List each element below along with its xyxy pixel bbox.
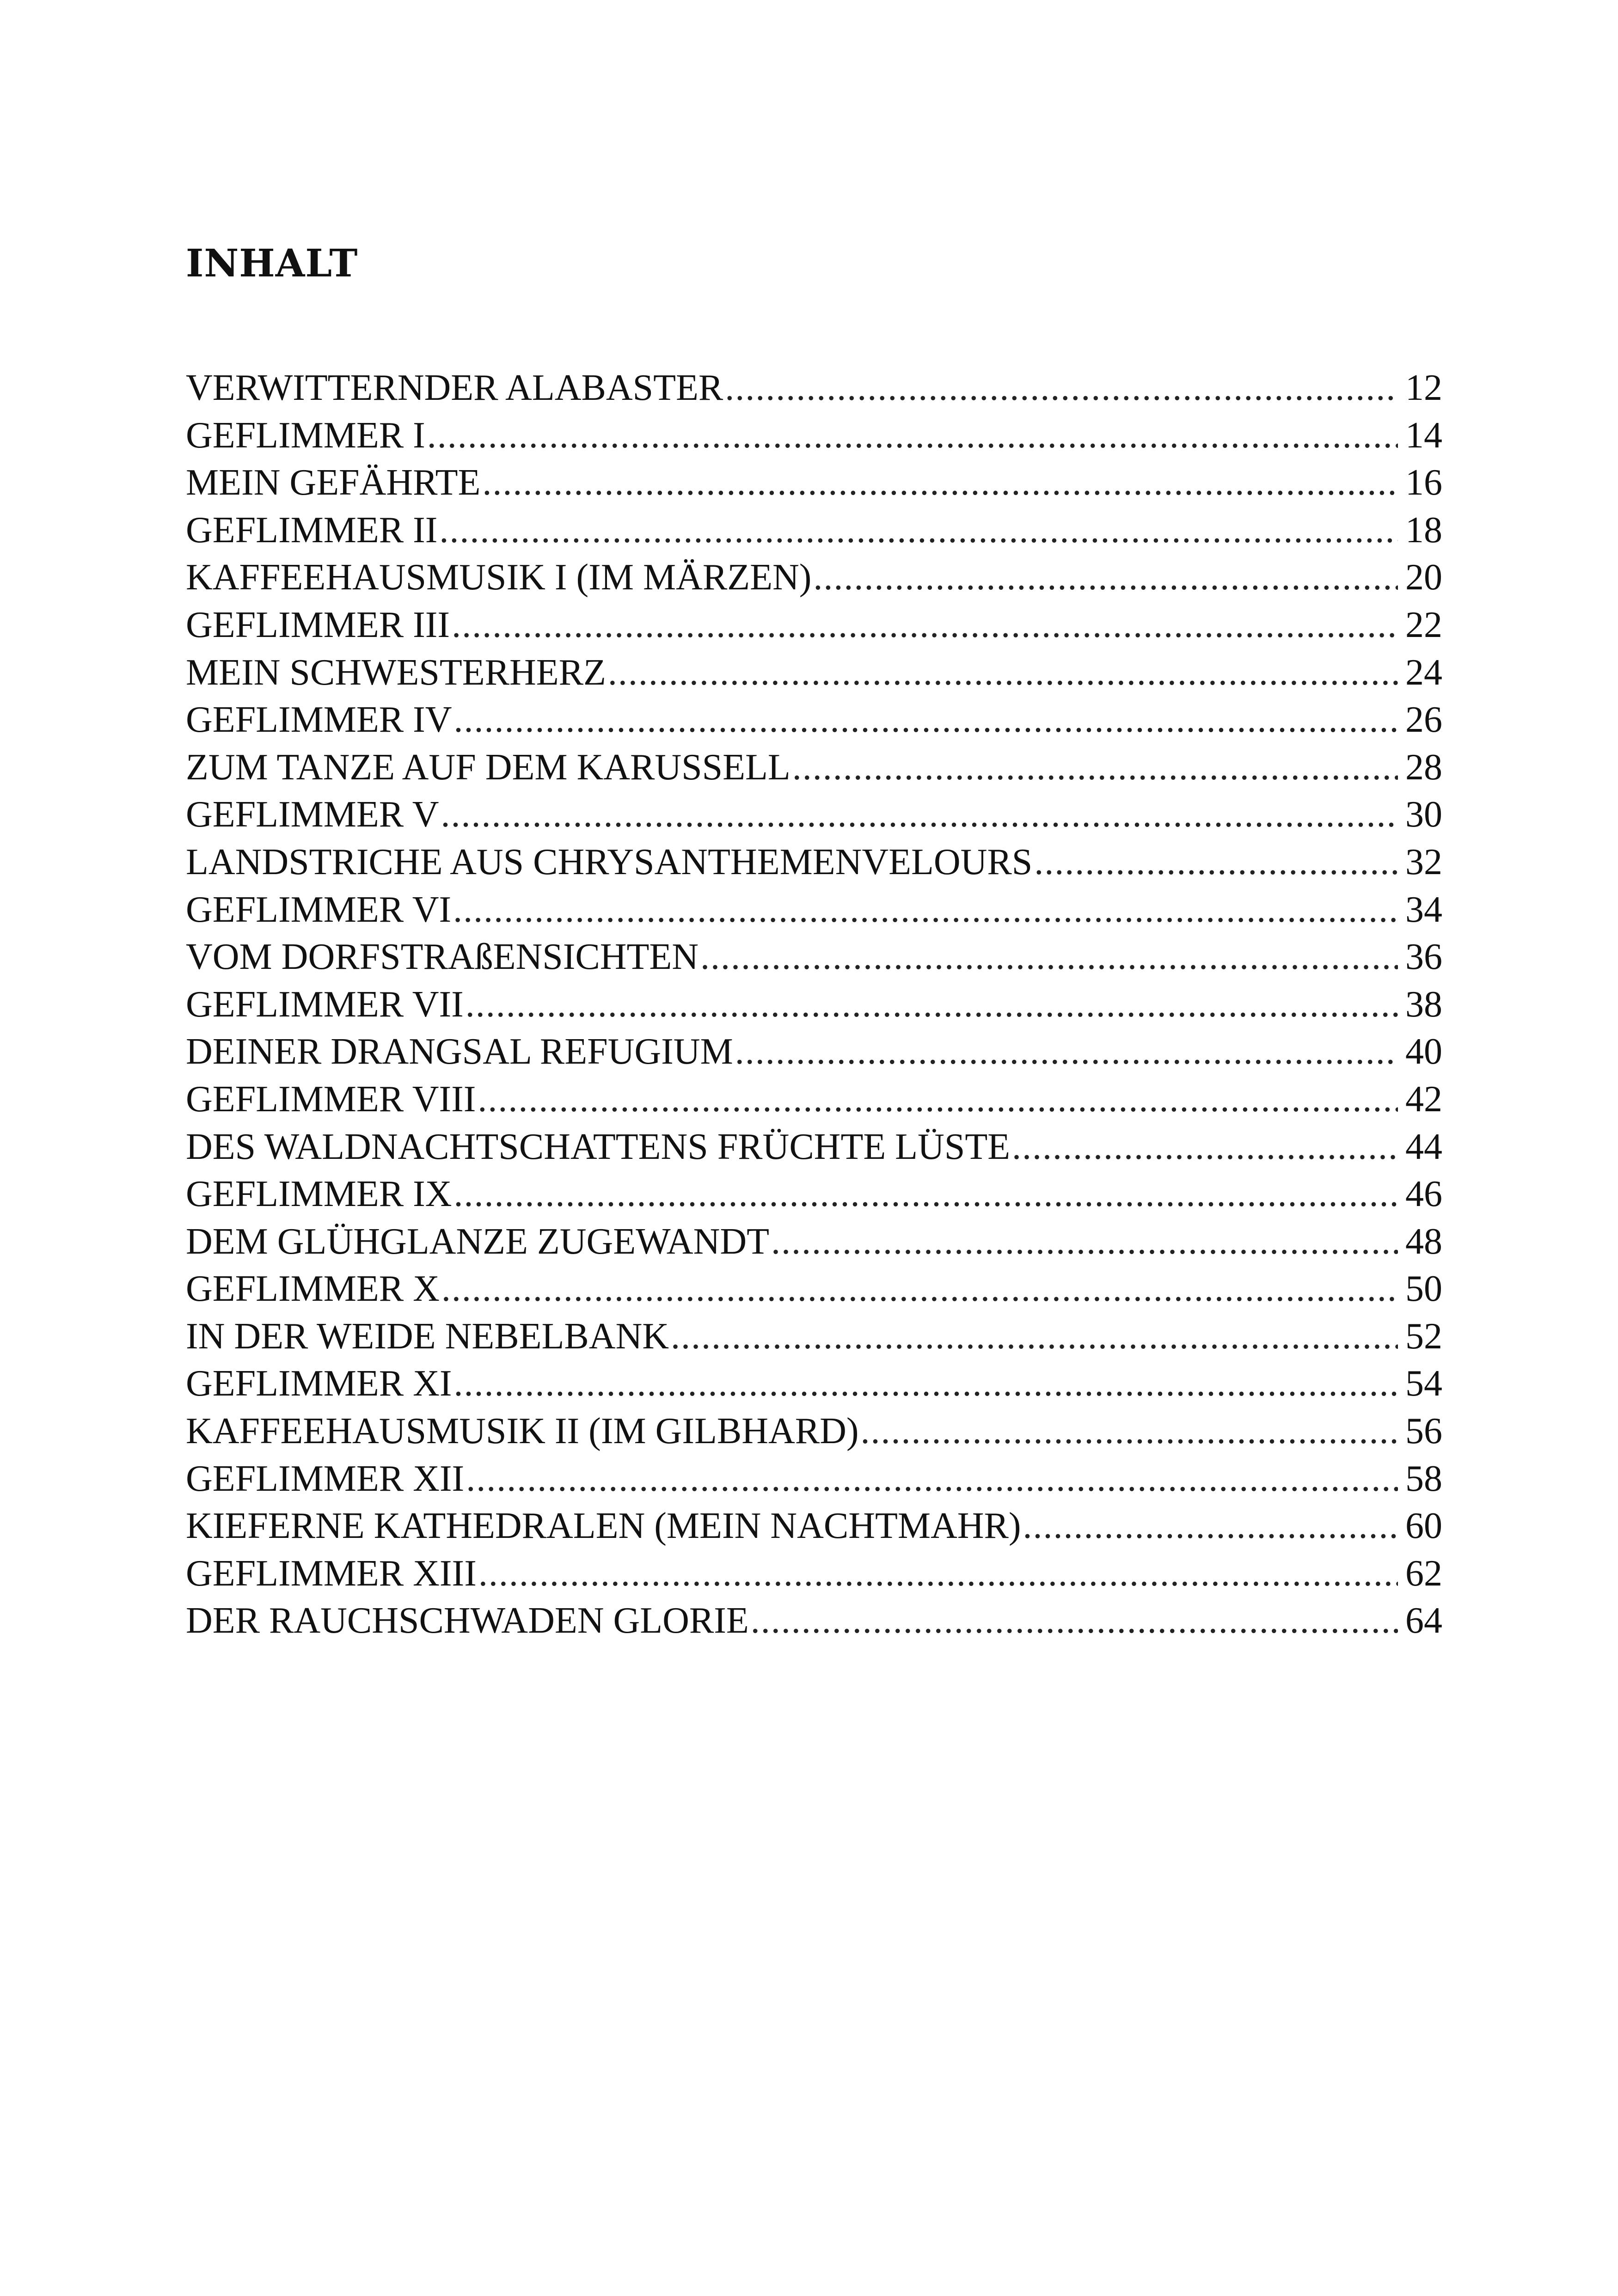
toc-entry-page-number: 40 <box>1405 1031 1442 1072</box>
toc-entry[interactable] <box>186 1408 1442 1455</box>
toc-entry[interactable] <box>186 791 1442 839</box>
toc-entry[interactable] <box>186 1123 1442 1171</box>
toc-entry-page-number: 28 <box>1405 747 1442 788</box>
toc-dot-leader <box>454 696 1398 744</box>
toc-entry[interactable] <box>186 601 1442 649</box>
toc-entry[interactable] <box>186 839 1442 886</box>
toc-entry-title: MEIN SCHWESTERHERZ <box>186 652 606 693</box>
toc-dot-leader <box>452 601 1398 649</box>
toc-entry-title: DES WALDNACHTSCHATTENS FRÜCHTE LÜSTE <box>186 1126 1011 1167</box>
toc-dot-leader <box>735 1028 1398 1076</box>
toc-dot-leader <box>813 554 1398 601</box>
toc-entry-page-number: 52 <box>1405 1316 1442 1357</box>
toc-dot-leader <box>441 791 1398 839</box>
toc-entry-page-number: 62 <box>1405 1553 1442 1594</box>
toc-entry[interactable] <box>186 981 1442 1029</box>
toc-entry-page-number: 50 <box>1405 1268 1442 1310</box>
toc-entry-title: GEFLIMMER IV <box>186 699 452 741</box>
toc-entry[interactable] <box>186 1028 1442 1076</box>
toc-entry[interactable] <box>186 744 1442 791</box>
toc-entry-page-number: 46 <box>1405 1174 1442 1215</box>
toc-entry-page-number: 64 <box>1405 1600 1442 1641</box>
toc-entry[interactable] <box>186 1502 1442 1550</box>
toc-entry-title: KIEFERNE KATHEDRALEN (MEIN NACHTMAHR) <box>186 1506 1021 1547</box>
toc-entry[interactable] <box>186 1218 1442 1266</box>
toc-entry[interactable] <box>186 649 1442 697</box>
toc-entry[interactable] <box>186 1076 1442 1123</box>
toc-entry-title: GEFLIMMER XII <box>186 1458 465 1499</box>
toc-entry-title: GEFLIMMER XI <box>186 1363 452 1404</box>
toc-entry-title: LANDSTRICHE AUS CHRYSANTHEMENVELOURS <box>186 841 1033 882</box>
toc-entry[interactable] <box>186 1455 1442 1503</box>
toc-entry-title: GEFLIMMER V <box>186 794 439 835</box>
toc-dot-leader <box>725 364 1398 412</box>
toc-entry-page-number: 24 <box>1405 652 1442 693</box>
toc-entry[interactable] <box>186 886 1442 934</box>
toc-entry-title: IN DER WEIDE NEBELBANK <box>186 1316 669 1357</box>
toc-entry-title: GEFLIMMER II <box>186 509 438 551</box>
toc-dot-leader <box>608 649 1398 697</box>
toc-entry-page-number: 26 <box>1405 699 1442 741</box>
toc-entry-page-number: 22 <box>1405 604 1442 645</box>
toc-entry[interactable] <box>186 933 1442 981</box>
toc-dot-leader <box>466 981 1398 1029</box>
toc-entry[interactable] <box>186 554 1442 601</box>
toc-heading: INHALT <box>186 241 358 286</box>
toc-entry-title: GEFLIMMER III <box>186 604 450 645</box>
toc-entry-page-number: 20 <box>1405 557 1442 598</box>
toc-entry-page-number: 34 <box>1405 889 1442 930</box>
toc-entry-page-number: 56 <box>1405 1411 1442 1452</box>
toc-entry-page-number: 54 <box>1405 1363 1442 1404</box>
toc-dot-leader <box>427 412 1398 459</box>
toc-entry-title: GEFLIMMER VII <box>186 984 464 1025</box>
toc-entry-page-number: 38 <box>1405 984 1442 1025</box>
toc-dot-leader <box>671 1313 1398 1360</box>
toc-entry-page-number: 42 <box>1405 1078 1442 1120</box>
toc-entry[interactable] <box>186 364 1442 412</box>
toc-entry-page-number: 48 <box>1405 1221 1442 1262</box>
toc-entry-title: GEFLIMMER XIII <box>186 1553 477 1594</box>
toc-entry-title: KAFFEEHAUSMUSIK I (IM MÄRZEN) <box>186 557 812 598</box>
toc-entry-page-number: 44 <box>1405 1126 1442 1167</box>
toc-dot-leader <box>478 1550 1398 1598</box>
toc-entry-page-number: 32 <box>1405 841 1442 882</box>
toc-entry-title: VOM DORFSTRAßENSICHTEN <box>186 937 699 978</box>
toc-dot-leader <box>1012 1123 1398 1171</box>
toc-entry-title: GEFLIMMER I <box>186 415 425 456</box>
toc-dot-leader <box>792 744 1398 791</box>
toc-entry-title: GEFLIMMER VI <box>186 889 452 930</box>
toc-entry-title: DER RAUCHSCHWADEN GLORIE <box>186 1600 749 1641</box>
toc-dot-leader <box>861 1408 1398 1455</box>
toc-entry-title: MEIN GEFÄHRTE <box>186 462 481 503</box>
table-of-contents <box>186 364 1442 1645</box>
toc-dot-leader <box>751 1597 1398 1645</box>
toc-entry-title: KAFFEEHAUSMUSIK II (IM GILBHARD) <box>186 1411 859 1452</box>
toc-dot-leader <box>700 933 1398 981</box>
toc-entry[interactable] <box>186 1597 1442 1645</box>
toc-dot-leader <box>454 1360 1398 1408</box>
toc-entry[interactable] <box>186 507 1442 554</box>
toc-entry-title: GEFLIMMER IX <box>186 1174 452 1215</box>
toc-dot-leader <box>1034 839 1398 886</box>
toc-entry[interactable] <box>186 412 1442 459</box>
toc-entry-page-number: 18 <box>1405 509 1442 551</box>
toc-entry[interactable] <box>186 1550 1442 1598</box>
toc-entry-title: DEINER DRANGSAL REFUGIUM <box>186 1031 733 1072</box>
toc-dot-leader <box>441 1265 1398 1313</box>
toc-entry-title: GEFLIMMER X <box>186 1268 440 1310</box>
toc-entry[interactable] <box>186 696 1442 744</box>
toc-entry[interactable] <box>186 1265 1442 1313</box>
toc-dot-leader <box>453 886 1398 934</box>
toc-entry-title: GEFLIMMER VIII <box>186 1078 476 1120</box>
toc-dot-leader <box>478 1076 1398 1123</box>
toc-dot-leader <box>454 1170 1398 1218</box>
toc-entry[interactable] <box>186 459 1442 507</box>
toc-entry-page-number: 12 <box>1405 367 1442 408</box>
toc-dot-leader <box>771 1218 1398 1266</box>
toc-dot-leader <box>439 507 1398 554</box>
toc-dot-leader <box>1023 1502 1398 1550</box>
toc-entry-page-number: 14 <box>1405 415 1442 456</box>
toc-entry-title: VERWITTERNDER ALABASTER <box>186 367 723 408</box>
toc-dot-leader <box>466 1455 1398 1503</box>
toc-entry-title: DEM GLÜHGLANZE ZUGEWANDT <box>186 1221 769 1262</box>
toc-entry[interactable] <box>186 1170 1442 1218</box>
toc-entry-page-number: 16 <box>1405 462 1442 503</box>
toc-entry[interactable] <box>186 1360 1442 1408</box>
toc-entry-title: ZUM TANZE AUF DEM KARUSSELL <box>186 747 791 788</box>
toc-entry[interactable] <box>186 1313 1442 1360</box>
toc-entry-page-number: 60 <box>1405 1506 1442 1547</box>
toc-entry-page-number: 36 <box>1405 937 1442 978</box>
toc-entry-page-number: 58 <box>1405 1458 1442 1499</box>
toc-dot-leader <box>482 459 1398 507</box>
toc-entry-page-number: 30 <box>1405 794 1442 835</box>
